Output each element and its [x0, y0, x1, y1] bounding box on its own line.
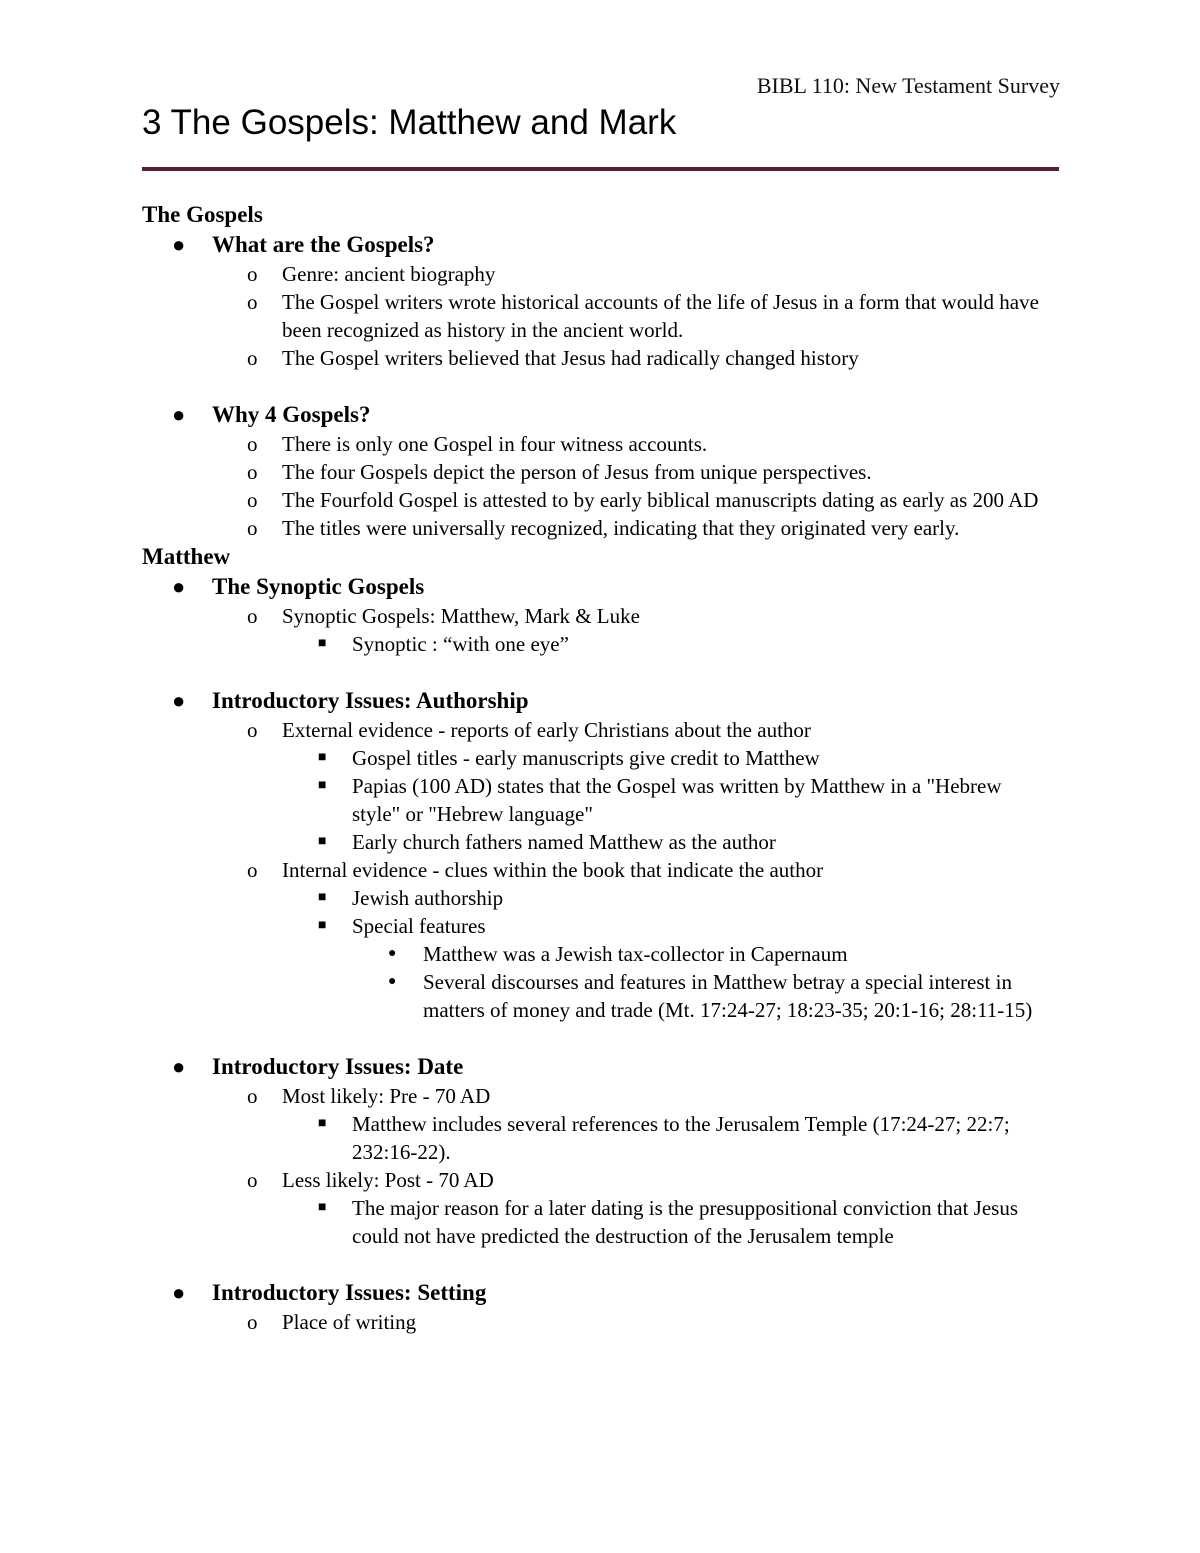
bullet-circle-icon: o [247, 718, 258, 742]
spacer [0, 372, 1200, 400]
bullet-circle-icon: o [247, 1084, 258, 1108]
bullet-square-icon: ■ [318, 1116, 327, 1131]
bullet-circle-icon: o [247, 1168, 258, 1192]
topic-authorship [0, 686, 1052, 716]
list-item [0, 828, 1052, 856]
topic-date [0, 1052, 1052, 1082]
topic-what-are-gospels [0, 230, 1052, 260]
list-item-text: Most likely: Pre - 70 AD [282, 1084, 491, 1108]
list-item-text: Papias (100 AD) states that the Gospel was written by Matthew in a "Hebrew style" or "Hebrew language" [352, 774, 1002, 826]
list-item [0, 514, 1052, 542]
list-item-text: Less likely: Post - 70 AD [282, 1168, 494, 1192]
bullet-circle-icon: o [247, 858, 258, 882]
list-item [0, 856, 1052, 884]
bullet-circle-icon: o [247, 1310, 258, 1334]
list-item-text: Matthew includes several references to the Jerusalem Temple (17:24-27; 22:7; 232:16-22). [352, 1112, 1010, 1164]
topic-title: The Synoptic Gospels [212, 574, 425, 599]
list-item-text: The titles were universally recognized, indicating that they originated very early. [282, 516, 960, 540]
topic-title: Why 4 Gospels? [212, 402, 371, 427]
bullet-square-icon: ■ [318, 834, 327, 849]
list-item-text: The Gospel writers wrote historical accounts of the life of Jesus in a form that would have been recognized as history in the ancient world. [282, 290, 1039, 342]
list-item-text: Several discourses and features in Matthew betray a special interest in matters of money and trade (Mt. 17:24-27; 18:23-35; 20:1-16; 28:11-15) [423, 970, 1033, 1022]
spacer [0, 1024, 1200, 1052]
topic-title: Introductory Issues: Date [212, 1054, 464, 1079]
bullet-circle-icon: o [247, 488, 258, 512]
list-item [0, 260, 1052, 288]
bullet-square-icon: ■ [318, 778, 327, 793]
list-item-text: The Gospel writers believed that Jesus had radically changed history [282, 346, 859, 370]
list-item-text: Genre: ancient biography [282, 262, 496, 286]
list-item [0, 1308, 1052, 1336]
bullet-square-icon: ■ [318, 890, 327, 905]
list-item-text: Gospel titles - early manuscripts give credit to Matthew [352, 746, 820, 770]
topic-title: Introductory Issues: Authorship [212, 688, 529, 713]
list-item-text: Synoptic Gospels: Matthew, Mark & Luke [282, 604, 640, 628]
bullet-dot-icon: ● [172, 402, 186, 427]
bullet-dot-icon: ● [172, 1054, 186, 1079]
list-item [0, 744, 1052, 772]
topic-why-four-gospels [0, 400, 1052, 430]
bullet-circle-icon: o [247, 346, 258, 370]
bullet-square-icon: ■ [318, 1200, 327, 1215]
list-item-text: Special features [352, 914, 486, 938]
list-item [0, 1194, 1052, 1250]
list-item [0, 288, 1052, 344]
spacer [0, 1250, 1200, 1278]
list-item-text: Internal evidence - clues within the book that indicate the author [282, 858, 824, 882]
bullet-square-icon: ■ [318, 918, 327, 933]
list-item [0, 772, 1052, 828]
section-heading-gospels: The Gospels [142, 202, 263, 227]
bullet-dot-icon: ● [388, 974, 397, 989]
list-item [0, 940, 1053, 968]
list-item-text: The four Gospels depict the person of Jesus from unique perspectives. [282, 460, 872, 484]
course-header: BIBL 110: New Testament Survey [756, 73, 1060, 98]
list-item-text: There is only one Gospel in four witness accounts. [282, 432, 708, 456]
spacer [0, 658, 1200, 686]
list-item [0, 1110, 1052, 1166]
bullet-circle-icon: o [247, 262, 258, 286]
bullet-dot-icon: ● [172, 1280, 186, 1305]
list-item [0, 912, 1052, 940]
section-heading-matthew: Matthew [142, 544, 231, 569]
list-item-text: Place of writing [282, 1310, 417, 1334]
list-item-text: Early church fathers named Matthew as the author [352, 830, 776, 854]
bullet-circle-icon: o [247, 460, 258, 484]
list-item-text: Synoptic : “with one eye” [352, 632, 569, 656]
list-item [0, 458, 1052, 486]
list-item-text: The major reason for a later dating is the presuppositional conviction that Jesus could not have predicted the destruction of the Jerusalem temple [352, 1196, 1018, 1248]
bullet-circle-icon: o [247, 516, 258, 540]
bullet-circle-icon: o [247, 604, 258, 628]
list-item-text: External evidence - reports of early Christians about the author [282, 718, 811, 742]
list-item [0, 344, 1052, 372]
topic-title: What are the Gospels? [212, 232, 435, 257]
bullet-circle-icon: o [247, 432, 258, 456]
bullet-square-icon: ■ [318, 750, 327, 765]
bullet-square-icon: ■ [318, 636, 327, 651]
list-item [0, 968, 1053, 1024]
topic-title: Introductory Issues: Setting [212, 1280, 487, 1305]
list-item-text: Jewish authorship [352, 886, 504, 910]
list-item-text: Matthew was a Jewish tax-collector in Capernaum [423, 942, 848, 966]
list-item [0, 1082, 1052, 1110]
bullet-dot-icon: ● [388, 946, 397, 961]
document-title: 3 The Gospels: Matthew and Mark [142, 103, 677, 142]
list-item-text: The Fourfold Gospel is attested to by early biblical manuscripts dating as early as 200 AD [282, 488, 1039, 512]
bullet-dot-icon: ● [172, 574, 186, 599]
document-body [0, 200, 1200, 1336]
list-item [0, 716, 1052, 744]
bullet-dot-icon: ● [172, 688, 186, 713]
title-divider [142, 167, 1059, 171]
list-item [0, 430, 1052, 458]
topic-setting [0, 1278, 1052, 1308]
bullet-dot-icon: ● [172, 232, 186, 257]
list-item [0, 602, 1052, 630]
list-item [0, 884, 1052, 912]
bullet-circle-icon: o [247, 290, 258, 314]
list-item [0, 486, 1052, 514]
list-item [0, 1166, 1052, 1194]
topic-synoptic-gospels [0, 572, 1052, 602]
list-item [0, 630, 1052, 658]
